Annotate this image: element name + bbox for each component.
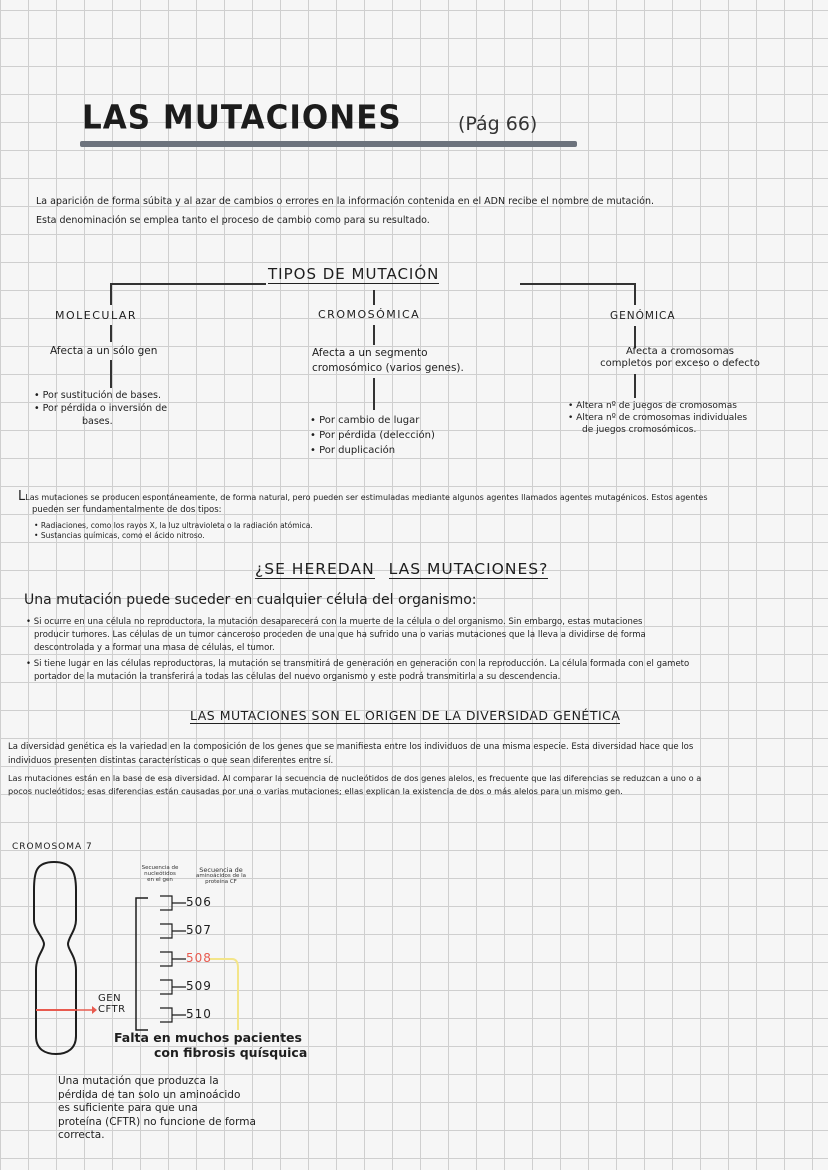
category-cromosomica: CROMOSÓMICA <box>318 308 421 321</box>
codon-number: 510 <box>186 1007 212 1021</box>
heredan-title <box>255 560 548 578</box>
category-molecular: MOLECULAR <box>55 309 138 322</box>
codon-number: 506 <box>186 895 212 909</box>
diversidad-p2-line: Las mutaciones están en la base de esa diversidad. Al comparar la secuencia de nucleótidos de dos genes alelos, es frecuente que las diferencias se reduzcan a uno o a <box>8 773 702 783</box>
sequence-bracket <box>136 898 148 1030</box>
gene-arrow-head <box>92 1006 97 1014</box>
list-item: • Por duplicación <box>310 445 396 456</box>
seq-header-line: Secuencia de <box>199 866 243 874</box>
cromosomica-desc-line: Afecta a un segmento <box>312 347 428 359</box>
highlight-connector <box>210 959 238 1030</box>
missing-note <box>114 1030 307 1060</box>
diversidad-p2 <box>8 772 823 798</box>
list-item: • Por sustitución de bases. <box>34 390 162 401</box>
tree-drop-right <box>634 283 636 305</box>
list-item-cont: descontrolada y a formar una masa de células, el tumor. <box>34 643 275 653</box>
list-item: de juegos cromosómicos. <box>582 425 697 435</box>
genomica-desc-line: completos por exceso o defecto <box>600 358 760 369</box>
tree-line-mol-1 <box>110 325 112 342</box>
diversidad-p1-line: individuos presenten distintas características o que sean diferentes entre sí. <box>8 756 334 766</box>
tree-line-cro-2 <box>373 378 375 410</box>
list-item: • Si ocurre en una célula no reproductora, la mutación desaparecerá con la muerte de la célula o del organismo. Sin embargo, estas mutaciones <box>26 617 643 627</box>
intro-line-1: La aparición de forma súbita y al azar de cambios o errores en la información contenida en el ADN recibe el nombre de mutación. <box>36 196 655 207</box>
causes-line-1: LLas mutaciones se producen espontáneamente, de forma natural, pero pueden ser estimuladas mediante algunos agentes llamados agentes mutagénicos. Estos agentes <box>18 489 708 504</box>
molecular-desc: Afecta a un sólo gen <box>50 345 158 357</box>
page-reference: (Pág 66) <box>458 113 538 135</box>
tree-line-left <box>110 283 266 285</box>
tree-drop-left <box>110 283 112 305</box>
category-genomica: GENÓMICA <box>610 310 676 322</box>
cromosomica-desc <box>312 346 464 376</box>
page-title: LAS MUTACIONES <box>82 99 402 137</box>
tree-line-gen-2 <box>634 374 636 398</box>
intro-line-2: Esta denominación se emplea tanto el proceso de cambio como para su resultado. <box>36 215 430 226</box>
conclusion-line: proteína (CFTR) no funcione de forma <box>58 1115 256 1128</box>
codon-group <box>160 896 186 1022</box>
seq-header-line: proteína CF <box>205 879 237 885</box>
tipos-title: TIPOS DE MUTACIÓN <box>268 265 440 283</box>
conclusion-line: pérdida de tan solo un aminoácido <box>58 1088 241 1101</box>
tree-line-cro-1 <box>373 325 375 345</box>
tree-line-right <box>520 283 635 285</box>
list-item: • Por cambio de lugar <box>310 415 420 426</box>
seq-header-line: en el gen <box>147 877 173 883</box>
list-item: • Sustancias químicas, como el ácido nitroso. <box>34 531 205 540</box>
seq-header-line: aminoácidos de la <box>195 873 247 879</box>
heredan-bullet-1 <box>26 616 826 655</box>
list-item: • Si tiene lugar en las células reproductoras, la mutación se transmitirá de generación en generación con la reproducción. La célula formada con el gameto <box>26 659 690 669</box>
diversidad-p1 <box>8 740 823 768</box>
list-item-cont: producir tumores. Las células de un tumor canceroso proceden de una que ha sufrido una o varias mutaciones que la lleva a dividirse de forma <box>34 630 646 640</box>
diversidad-p1-line: La diversidad genética es la variedad en la composición de los genes que se manifiesta entre los individuos de una misma especie. Esta diversidad hace que los <box>8 742 694 752</box>
heredan-bullet-2 <box>26 658 826 684</box>
cromosomica-desc-line: cromosómico (varios genes). <box>312 362 464 374</box>
codon-number-deleted: 508 <box>186 951 212 965</box>
molecular-bullets <box>34 389 204 428</box>
intro-paragraph <box>36 192 816 230</box>
codon-number: 509 <box>186 979 212 993</box>
codon-number: 507 <box>186 923 212 937</box>
tree-line-mol-2 <box>110 360 112 388</box>
aminoacid-seq-header <box>190 867 252 885</box>
diversidad-p2-line: pocos nucleótidos; esas diferencias están causadas por una o varias mutaciones; ellas explican la existencia de dos o más alelos para un mismo gen. <box>8 786 623 796</box>
list-item: • Radiaciones, como los rayos X, la luz ultravioleta o la radiación atómica. <box>34 521 313 530</box>
list-item: bases. <box>82 416 113 427</box>
heredan-intro: Una mutación puede suceder en cualquier célula del organismo: <box>24 592 477 608</box>
genomica-desc <box>580 346 780 370</box>
tree-drop-center <box>373 290 375 305</box>
heredan-title-rest: LAS MUTACIONES? <box>388 560 549 578</box>
missing-note-line: con fibrosis quísquica <box>154 1045 308 1060</box>
list-item: • Por pérdida o inversión de <box>34 403 168 414</box>
genomica-desc-line: Afecta a cromosomas <box>626 346 734 357</box>
list-item: • Por pérdida (delección) <box>310 430 435 441</box>
list-item-cont: portador de la mutación la transferirá a todas las células del nuevo organismo y este podrá transmitirla a su descendencia. <box>34 672 561 682</box>
conclusion-line: correcta. <box>58 1129 105 1141</box>
causes-paragraph <box>18 490 818 541</box>
list-item: • Altera nº de juegos de cromosomas <box>568 401 737 411</box>
heredan-title-question: ¿SE HEREDAN <box>255 560 375 578</box>
nucleotide-seq-header <box>136 865 184 883</box>
chromosome-shape <box>34 862 76 1054</box>
gene-label-line: GEN <box>98 993 122 1004</box>
causes-line-2: pueden ser fundamentalmente de dos tipos: <box>32 505 222 515</box>
seq-header-line: Secuencia de <box>141 865 179 871</box>
title-underline <box>80 141 577 147</box>
chromosome-label: CROMOSOMA 7 <box>12 842 93 852</box>
missing-note-line: Falta en muchos pacientes <box>114 1030 302 1045</box>
conclusion-line: Una mutación que produzca la <box>58 1075 219 1087</box>
agent-list <box>18 521 818 541</box>
diversidad-title: LAS MUTACIONES SON EL ORIGEN DE LA DIVERSIDAD GENÉTICA <box>190 708 621 723</box>
conclusion-line: es suficiente para que una <box>58 1102 198 1114</box>
conclusion-note <box>58 1075 256 1143</box>
seq-header-line: nucleótidos <box>144 871 176 877</box>
tree-line-gen-1 <box>634 326 636 348</box>
list-item: • Altera nº de cromosomas individuales <box>568 413 748 423</box>
genomica-bullets <box>568 400 808 436</box>
cromosomica-bullets <box>310 413 480 458</box>
gene-label <box>98 993 126 1015</box>
gene-label-line: CFTR <box>98 1004 126 1015</box>
